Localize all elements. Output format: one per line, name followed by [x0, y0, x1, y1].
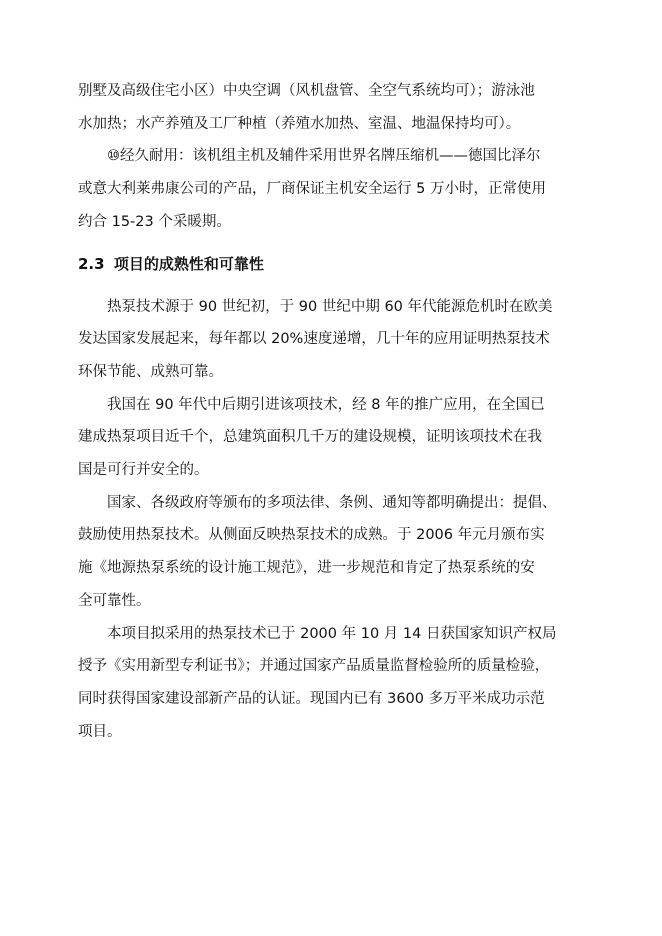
- text-line: 本项目拟采用的热泵技术已于 2000 年 10 月 14 日获国家知识产权局: [107, 625, 557, 642]
- text-line: 鼓励使用热泵技术。从侧面反映热泵技术的成熟。于 2006 年元月颁布实: [78, 527, 545, 544]
- text-line: 国是可行并安全的。: [78, 462, 209, 479]
- paragraph-policy: [78, 487, 584, 618]
- text-line: ⑩经久耐用：该机组主机及辅件采用世界名牌压缩机——德国比泽尔: [107, 148, 541, 165]
- text-line: 我国在 90 年代中后期引进该项技术，经 8 年的推广应用，在全国已: [107, 396, 545, 413]
- section-number: 2.3: [78, 254, 105, 273]
- text-line: 发达国家发展起来，每年都以 20%速度递增，几十年的应用证明热泵技术: [78, 331, 550, 348]
- text-line: 施《地源热泵系统的设计施工规范》，进一步规范和肯定了热泵系统的安: [78, 560, 535, 577]
- text-line: 别墅及高级住宅小区）中央空调（风机盘管、全空气系统均可）；游泳池: [78, 83, 535, 99]
- text-line: 国家、各级政府等颁布的多项法律、条例、通知等都明确提出：提倡、: [107, 494, 557, 511]
- paragraph-china-adoption: [78, 389, 584, 487]
- paragraph-durable: [78, 140, 584, 238]
- document-body: [78, 75, 584, 748]
- section-heading: [78, 247, 584, 281]
- text-line: 全可靠性。: [78, 592, 151, 609]
- paragraph-origin: [78, 291, 584, 389]
- text-line: 或意大利莱弗康公司的产品，厂商保证主机安全运行 5 万小时，正常使用: [78, 181, 546, 198]
- text-line: 约合 15-23 个采暖期。: [78, 213, 231, 230]
- text-line: 建成热泵项目近千个，总建筑面积几千万的建设规模，证明该项技术在我: [78, 429, 542, 446]
- text-line: 环保节能、成熟可靠。: [78, 363, 223, 380]
- text-line: 授予《实用新型专利证书》；并通过国家产品质量监督检验所的质量检验，: [78, 658, 550, 675]
- paragraph-continuation: [78, 75, 584, 140]
- text-line: 水加热；水产养殖及工厂种植（养殖水加热、室温、地温保持均可）。: [78, 115, 521, 132]
- section-title: 项目的成熟性和可靠性: [113, 254, 264, 273]
- text-line: 热泵技术源于 90 世纪初，于 90 世纪中期 60 年代能源危机时在欧美: [107, 298, 553, 315]
- text-line: 同时获得国家建设部新产品的认证。现国内已有 3600 多万平米成功示范: [78, 690, 545, 707]
- paragraph-patent: [78, 618, 584, 749]
- text-line: 项目。: [78, 723, 122, 740]
